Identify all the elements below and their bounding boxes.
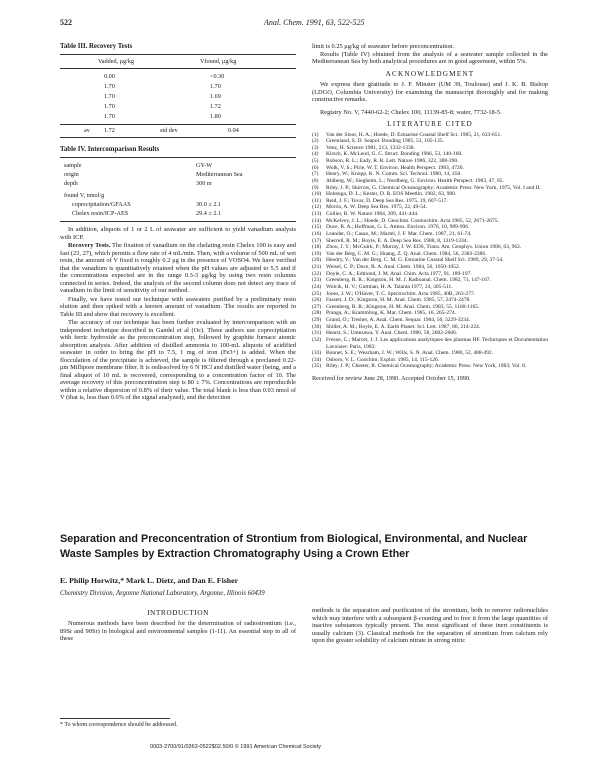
- intro-right-text: [312, 607, 548, 645]
- reference-number: (12): [312, 204, 322, 211]
- reference-text: Hearst, S.; Umezawa, Y. Anal. Chem. 1986, 58, 2602-2606.: [326, 330, 458, 337]
- reference-number: (30): [312, 323, 322, 330]
- reference-item: [312, 238, 548, 245]
- reference-number: (16): [312, 230, 322, 237]
- table4-found-method: Chelex resin/ICP-AES: [72, 210, 129, 217]
- reference-text: Henry, W.; Knopp, K. N. Comm. Sci. Technol. 1980, 14, 450.: [326, 171, 462, 178]
- reference-item: [312, 337, 548, 350]
- reference-item: [312, 138, 548, 145]
- reference-number: (35): [312, 363, 322, 370]
- reference-text: Wolcik, H. V.; Guttman, H. A. Talanta 1977, 24, 305-511.: [326, 283, 453, 290]
- reference-number: (32): [312, 336, 322, 343]
- reference-number: (33): [312, 350, 322, 357]
- reference-text: Ahlberg, W.; Siegheim, L.; Nordberg, G. Environ. Health Perspect. 1983, 47, 85.: [326, 177, 504, 184]
- reference-item: [312, 132, 548, 139]
- reference-item: [312, 310, 548, 317]
- reference-number: (25): [312, 290, 322, 297]
- reference-text: Sherrell, R. M.; Boyle, E. A. Deep Sea Res. 1988, 8, 1319-1334.: [326, 237, 468, 244]
- left-para-2: [60, 242, 296, 295]
- intro-left-para: Numerous methods have been described for the determination of radiostrontium (i.e., 89Sr and 90Sr) in biological and environmental samples (1-11). An essential step in all of these: [60, 620, 296, 642]
- table4-row-value: 300 m: [196, 180, 212, 187]
- reference-item: [312, 211, 548, 218]
- reference-item: [312, 165, 548, 172]
- reference-number: (27): [312, 303, 322, 310]
- reference-number: (5): [312, 158, 319, 164]
- reference-item: [312, 231, 548, 238]
- reference-item: [312, 324, 548, 331]
- reference-text: Venz, H. Science 1981, 213, 1332-1338.: [326, 144, 415, 151]
- reference-text: Riley, J. P.; Chester, R. Chemical Oceanography; Academic Press: New York, 1983; Vol. 8.: [326, 363, 527, 370]
- reference-item: [312, 257, 548, 264]
- reference-number: (24): [312, 283, 322, 290]
- literature-cited-heading: LITERATURE CITED: [387, 120, 473, 128]
- intro-right-para: methods is the separation and purification of the strontium, both to remove radionuclides which may interfere with a subsequent β-counting and to free it from the large quantities of inactive substances typically present. The most significant of these inert constituents is usually calcium (3). Classical methods for the separation of strontium from calcium rely upon the greater solubility of calcium nitrate in strong nitric: [312, 607, 548, 644]
- acknowledgment-heading: ACKNOWLEDGMENT: [385, 69, 475, 78]
- table3-col1-header: Vadded, μg/kg: [98, 58, 134, 65]
- right-para-1: limit is 0.25 μg/kg of seawater before preconcentration.: [312, 43, 455, 50]
- reference-text: Collier, R. W. Nature 1984, 309, 441-444.: [326, 211, 419, 217]
- table3-cell-added: 1.70: [104, 93, 115, 100]
- left-column-text: [60, 226, 296, 403]
- table3-avg-value: 1.72: [104, 127, 115, 134]
- reference-text: Greenberg, R. R.; Kingston, H. M. Anal. Chem. 1983, 55, 1160-1165.: [326, 303, 480, 310]
- table3-cell-found: 1.72: [210, 103, 221, 110]
- reference-item: [312, 330, 548, 337]
- reference-number: (21): [312, 264, 322, 270]
- reference-number: (1): [312, 131, 319, 138]
- table3-title: Table III. Recovery Tests: [60, 43, 133, 50]
- reference-text: Kirsch, K. McLeod, G. C. Struct. Bonding 1966, 53, 140-160.: [326, 151, 463, 158]
- reference-number: (2): [312, 138, 319, 145]
- reference-text: Van der Sloot, H. A.; Hoede, D. Estuarine Coastal Shelf Sci. 1985, 21, 633-651.: [326, 131, 502, 138]
- left-para-2-text: The fixation of vanadium on the chelating resin Chelex 100 is easy and fast (23, 27), which permits a flow rate of 4 mL/min. Then, with a volume of 500 mL of wet resin, the amount of V fixed is roughly 0.2 μg in the presence of VOSO4. We have verified that the vanadium is quantitatively retained when the pH values are adjusted to 5.5 and if the concentrations expected are in the range 0.3-3 μg/kg by using two resin columns connected in series. Indeed, the analysis of the second column does not detect any trace of vanadium in the limit of sensitivity of our method.: [60, 242, 296, 294]
- reference-list: [312, 132, 548, 371]
- right-para-2: Results (Table IV) obtained from the analysis of a seawater sample collected in the Mediterranean Sea by both analytical procedures are in good agreement, within 5%.: [312, 50, 548, 65]
- reference-item: [312, 363, 548, 370]
- table4-title: Table IV. Intercomparison Results: [60, 146, 160, 153]
- reference-item: [312, 264, 548, 271]
- reference-item: [312, 244, 548, 251]
- reference-text: Grand, O.; Tresher, A. Anal. Chem. Sequar. 1984, 56, 3229-3234.: [326, 317, 471, 323]
- left-para-4: The accuracy of our technique has been further evaluated by intercomparison with an independent technique described in Gandel et al (Oc). These authors use coprecipitation with ferric hydroxide as the preconcentration step, followed by graphite furnace atomic absorption analysis. After addition of distilled ammonia to 100-mL aliquots of acidified seawater in order to bring the pH to 7.5, 1 mg of iron (Fe3+) is added. When the flocculation of the precipitate is achieved, the sample is filtered through a preclaned 0.22-μm Millipore membrane filter. It is redissolved by 6 N HCl and distilled water (being, and a final aliquot of 10 mL is recovered, corresponding to a concentration factor of 10. The average recovery of this preconcentration step is 80 ± 7%. Concentrations are reproducible within a relative dispersion of 0.8% of their value. The total blank is less than 0.03 nmol of V (that is, less than 0.6% of the signal analyzed), and the detection: [60, 319, 296, 401]
- table4-found-label: found V, nmol/g: [64, 192, 105, 199]
- table4-row-value: GY-W: [196, 162, 213, 169]
- page-number: 522: [60, 18, 72, 27]
- reference-text: Pranga, A.; Krammling, K. Mar. Chem. 1985, 16, 265-274.: [326, 310, 457, 317]
- table3-cell-found: <0.30: [210, 73, 225, 80]
- reference-text: Greenberg, R. R.; Kingston, H. M. J. Radioanal. Chem. 1982, 71, 147-167.: [326, 277, 492, 284]
- reference-item: [312, 198, 548, 205]
- correspondence-footnote: * To whom correspondence should be addressed.: [60, 722, 178, 728]
- reference-item: [312, 284, 548, 291]
- table3-cell-added: 1.70: [104, 83, 115, 90]
- journal-citation: Anal. Chem. 1991, 63, 522-525: [264, 18, 365, 27]
- reference-number: (34): [312, 356, 322, 363]
- table4-bottom-rule: [60, 221, 296, 222]
- received-note: Received for review June 28, 1990. Accepted October 15, 1990.: [312, 375, 471, 382]
- table3-sd-label: std dev: [160, 127, 178, 134]
- reference-text: McKelvey, J. L.; Hoede, D. Geochim. Cosmochim. Acta 1985, 52, 2671-2675.: [326, 217, 499, 224]
- reference-number: (15): [312, 224, 322, 231]
- table3-col2-header: Vfound, μg/kg: [200, 58, 237, 65]
- reference-text: Weisel, C. P.; Duce, R. A. Anal. Chem. 1984, 56, 1050-1052.: [326, 264, 461, 270]
- reference-text: Jones, J. W.; O'Haver, T. C. Spectrochim. Acta 1985, 40B, 263-277.: [326, 290, 476, 297]
- table4-found-method: coprecipitation/GFAAS: [72, 201, 131, 208]
- left-para-3: Finally, we have tested our technique with seawaters purified by a preliminary resin elution and then spiked with a known amount of vanadium. The results are reported in Table III and show that recovery is excellent.: [60, 295, 296, 318]
- reference-text: Fresne, C.; Marcet, J. J. Les applications analytiques des plasmas HF. Techniques et Documentation Lavoisier: Paris, 1983.: [326, 336, 548, 350]
- article-title: Separation and Preconcentration of Strontium from Biological, Environmental, and Nuclear Waste Samples by Extraction Chromatography Using a Crown Ether: [60, 533, 528, 560]
- reference-number: (17): [312, 237, 322, 244]
- reference-text: Leander, O.; Casao, M.; Martel, J. F. Mar. Chem. 1987, 21, 61-74.: [326, 230, 472, 237]
- reference-number: (31): [312, 330, 322, 337]
- reference-number: (4): [312, 151, 319, 158]
- reference-text: Greenland, S. D. Seapol. Bonding 1985, 53, 105-135.: [326, 138, 444, 145]
- reference-number: (28): [312, 310, 322, 317]
- reference-item: [312, 357, 548, 364]
- reference-item: [312, 297, 548, 304]
- reference-item: [312, 185, 548, 192]
- table4-row-label: origin: [64, 171, 79, 178]
- reference-text: Robson, R. L.; Eady, R. R. Lett. Nature 1986, 322, 388-390.: [326, 158, 459, 164]
- reference-text: Hobenga, D. L.; Kester, D. R. EOS Meetlin. 1982, 63, 980.: [326, 191, 457, 198]
- table4-row-value: Mediterranean Sea: [196, 171, 243, 178]
- left-para-1: In addition, aliquots of 1 or 2 L of seawater are sufficient to yield vanadium analysis with ICP.: [60, 226, 296, 241]
- reference-item: [312, 171, 548, 178]
- reference-item: [312, 178, 548, 185]
- reference-text: Doyle, C. A.; Edmond, J. M. Anal. Chim. Acta 1977, 91, 189-197.: [326, 270, 472, 277]
- reference-number: (29): [312, 317, 322, 323]
- reference-text: Bonnet, S. E.; Wearham, J. W.; Wills, S. N. Anal. Chem. 1980, 52, 488-492.: [326, 350, 494, 357]
- reference-number: (7): [312, 171, 319, 178]
- reference-number: (20): [312, 257, 322, 264]
- reference-item: [312, 158, 548, 165]
- reference-number: (26): [312, 297, 322, 304]
- reference-item: [312, 145, 548, 152]
- reference-number: (6): [312, 164, 319, 171]
- reference-number: (3): [312, 144, 319, 151]
- table3-avg-label: av: [84, 127, 90, 134]
- table4-row-label: sample: [64, 162, 82, 169]
- reference-text: Van der Berg, C. M. G.; Huang, Z. Q. Anal. Chem. 1984, 56, 2383-2386.: [326, 250, 487, 257]
- reference-number: (22): [312, 270, 322, 277]
- reference-number: (10): [312, 191, 322, 198]
- intro-left-text: [60, 620, 296, 644]
- table3-cell-found: 1.70: [210, 83, 221, 90]
- table4-top-rule: [60, 157, 296, 158]
- introduction-heading: INTRODUCTION: [147, 608, 209, 617]
- article-authors: E. Philip Horwitz,* Mark L. Dietz, and Dan E. Fisher: [60, 576, 239, 585]
- reference-number: (19): [312, 250, 322, 257]
- reference-text: Zhou, J. Y.; McGuirk, P.; Murray, J. W. EOS, Trans. Am. Geophys. Union 1986, 63, 962.: [326, 244, 522, 251]
- reference-item: [312, 317, 548, 324]
- article-affiliation: Chemistry Division, Argonne National Laboratory, Argonne, Illinois 60439: [60, 590, 265, 597]
- reference-text: Osborn, V. L. Goochim. Explor. 1985, 14, 115-126.: [326, 356, 440, 363]
- table3-cell-found: 1.80: [210, 113, 221, 120]
- reference-number: (9): [312, 184, 319, 191]
- table3-top-rule: [60, 54, 296, 55]
- reference-text: Riley, J. P.; Skirrow, G. Chemical Oceanography; Academic Press: New York, 1975, Vol. I and II.: [326, 184, 541, 191]
- reference-number: (11): [312, 197, 321, 204]
- reference-item: [312, 224, 548, 231]
- reference-item: [312, 151, 548, 158]
- table3-cell-added: 1.70: [104, 103, 115, 110]
- table3-bottom-rule: [60, 137, 296, 138]
- copyright-footer: 0003-2700/91/0363-0522$02.50/0 © 1991 American Chemical Society: [150, 744, 322, 750]
- table3-cell-added: 0.00: [104, 73, 115, 80]
- reference-item: [312, 191, 548, 198]
- reference-number: (23): [312, 277, 322, 284]
- reference-item: [312, 304, 548, 311]
- reference-number: (13): [312, 211, 322, 217]
- reference-text: Reid, J. F.; Tovar, D. Deep Sea Res. 1975, 19, 607-517.: [326, 197, 448, 204]
- reference-text: Shiller, A. M.; Boyle, E. A. Earth Planet. Sci. Lett. 1987, 86, 214-224.: [326, 323, 481, 330]
- acknowledgment-text: We express their gratitude to J. F. Minster (UM 39, Toulouse) and J. K. B. Bishop (LDGO, Columbia University) for examining the manuscript thoroughly and for making constructive remarks.: [312, 81, 548, 103]
- reference-item: [312, 271, 548, 278]
- recovery-tests-heading: Recovery Tests.: [68, 242, 111, 249]
- reference-item: [312, 350, 548, 357]
- table4-found-value: 29.4 ± 2.1: [196, 210, 222, 217]
- table4-row-label: depth: [64, 180, 78, 187]
- reference-text: Wolk, V. S.; Pirie, W. T. Environ. Health Perspect. 1983, 4720.: [326, 164, 464, 171]
- table3-avg-rule: [60, 124, 296, 125]
- table3-head-rule: [60, 68, 296, 69]
- reference-number: (18): [312, 244, 322, 251]
- table3-cell-found: 1.69: [210, 93, 221, 100]
- table3-sd-value: 0.04: [228, 127, 239, 134]
- reference-text: Duce, R. A.; Hoffman, G. L. Atmos. Environ. 1976, 10, 989-996.: [326, 224, 470, 231]
- right-column-text: [312, 43, 548, 383]
- reference-text: Fassett, J. D.; Kingston, H. M. Anal. Chem. 1985, 57, 2474-2478.: [326, 297, 471, 304]
- reference-item: [312, 291, 548, 298]
- reference-item: [312, 204, 548, 211]
- registry-numbers: Registry No. V, 7440-62-2; Chelex 100, 11139-85-8; water, 7732-18-5.: [320, 108, 502, 116]
- footnote-rule: [60, 718, 170, 719]
- table4-found-value: 30.0 ± 2.1: [196, 201, 222, 208]
- reference-item: [312, 277, 548, 284]
- table3-cell-added: 1.70: [104, 113, 115, 120]
- reference-number: (8): [312, 177, 319, 184]
- reference-text: Hendry, V.; Van der Berg, C. M. G. Estuarine Coastal Shelf Sci. 1989, 29, 37-54.: [326, 257, 504, 264]
- reference-text: Morris, A. W. Deep Sea Res. 1975, 22, 49-54.: [326, 204, 427, 211]
- reference-number: (14): [312, 217, 322, 224]
